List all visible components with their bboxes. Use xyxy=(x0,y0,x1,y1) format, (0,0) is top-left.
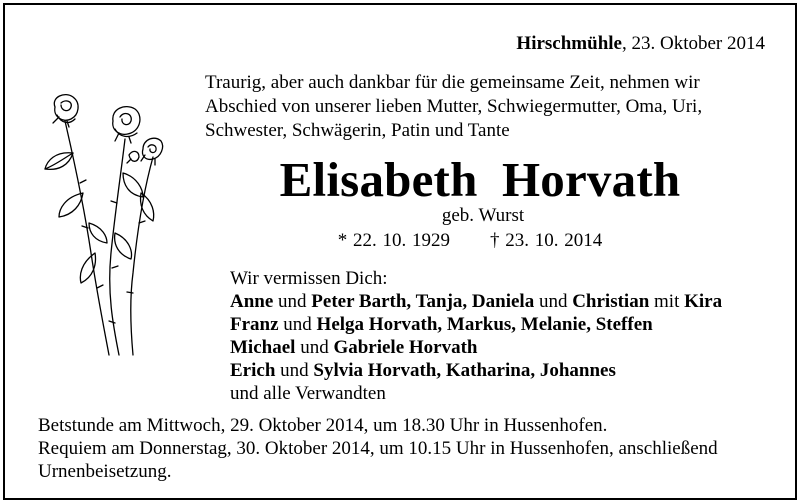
mourner-name: Peter Barth, Tanja, Daniela xyxy=(311,291,535,312)
mourner-connector: und xyxy=(275,360,314,381)
date: , 23. Oktober 2014 xyxy=(621,33,765,54)
mourners-list xyxy=(230,267,780,405)
mourner-connector: und xyxy=(273,291,312,312)
intro-text xyxy=(205,71,775,143)
mourner-connector: mit xyxy=(649,291,685,312)
mourner-name: Michael xyxy=(230,337,296,358)
intro-line: Schwester, Schwägerin, Patin und Tante xyxy=(205,120,510,141)
mourner-connector: und xyxy=(534,291,573,312)
mourners-heading: Wir vermissen Dich: xyxy=(230,268,388,289)
obituary-card xyxy=(3,3,797,500)
mourner-name: Anne xyxy=(230,291,274,312)
roses-icon xyxy=(25,93,165,363)
mourner-connector: und alle Verwandten xyxy=(230,383,386,404)
birth-date: * 22. 10. 1929 xyxy=(337,230,450,251)
death-date: † 23. 10. 2014 xyxy=(490,230,603,251)
service-line: Betstunde am Mittwoch, 29. Oktober 2014, um 18.30 Uhr in Hussenhofen. xyxy=(38,415,608,436)
mourner-line xyxy=(230,382,780,405)
mourner-name: Helga Horvath, Markus, Melanie, Steffen xyxy=(316,314,653,335)
mourner-line xyxy=(230,290,780,313)
mourner-name: Erich xyxy=(230,360,276,381)
service-line: Urnenbeisetzung. xyxy=(38,461,172,482)
mourner-line xyxy=(230,359,780,382)
life-dates xyxy=(205,230,735,252)
mourner-name: Kira xyxy=(684,291,723,312)
place-date xyxy=(516,33,765,55)
mourner-name: Franz xyxy=(230,314,279,335)
mourner-name: Sylvia Horvath, Katharina, Johannes xyxy=(313,360,616,381)
place: Hirschmühle xyxy=(516,33,622,54)
intro-line: Traurig, aber auch dankbar für die gemeinsame Zeit, nehmen wir xyxy=(205,72,700,93)
deceased-name: Elisabeth Horvath xyxy=(279,152,681,207)
intro-line: Abschied von unserer lieben Mutter, Schwiegermutter, Oma, Uri, xyxy=(205,96,703,117)
service-info xyxy=(38,414,778,483)
mourner-line xyxy=(230,336,780,359)
mourner-name: Christian xyxy=(572,291,650,312)
service-line: Requiem am Donnerstag, 30. Oktober 2014, um 10.15 Uhr in Hussenhofen, anschließend xyxy=(38,438,718,459)
mourner-name: Gabriele Horvath xyxy=(333,337,478,358)
mourner-connector: und xyxy=(295,337,334,358)
maiden-name: geb. Wurst xyxy=(441,205,525,226)
mourner-line xyxy=(230,313,780,336)
mourner-connector: und xyxy=(278,314,317,335)
